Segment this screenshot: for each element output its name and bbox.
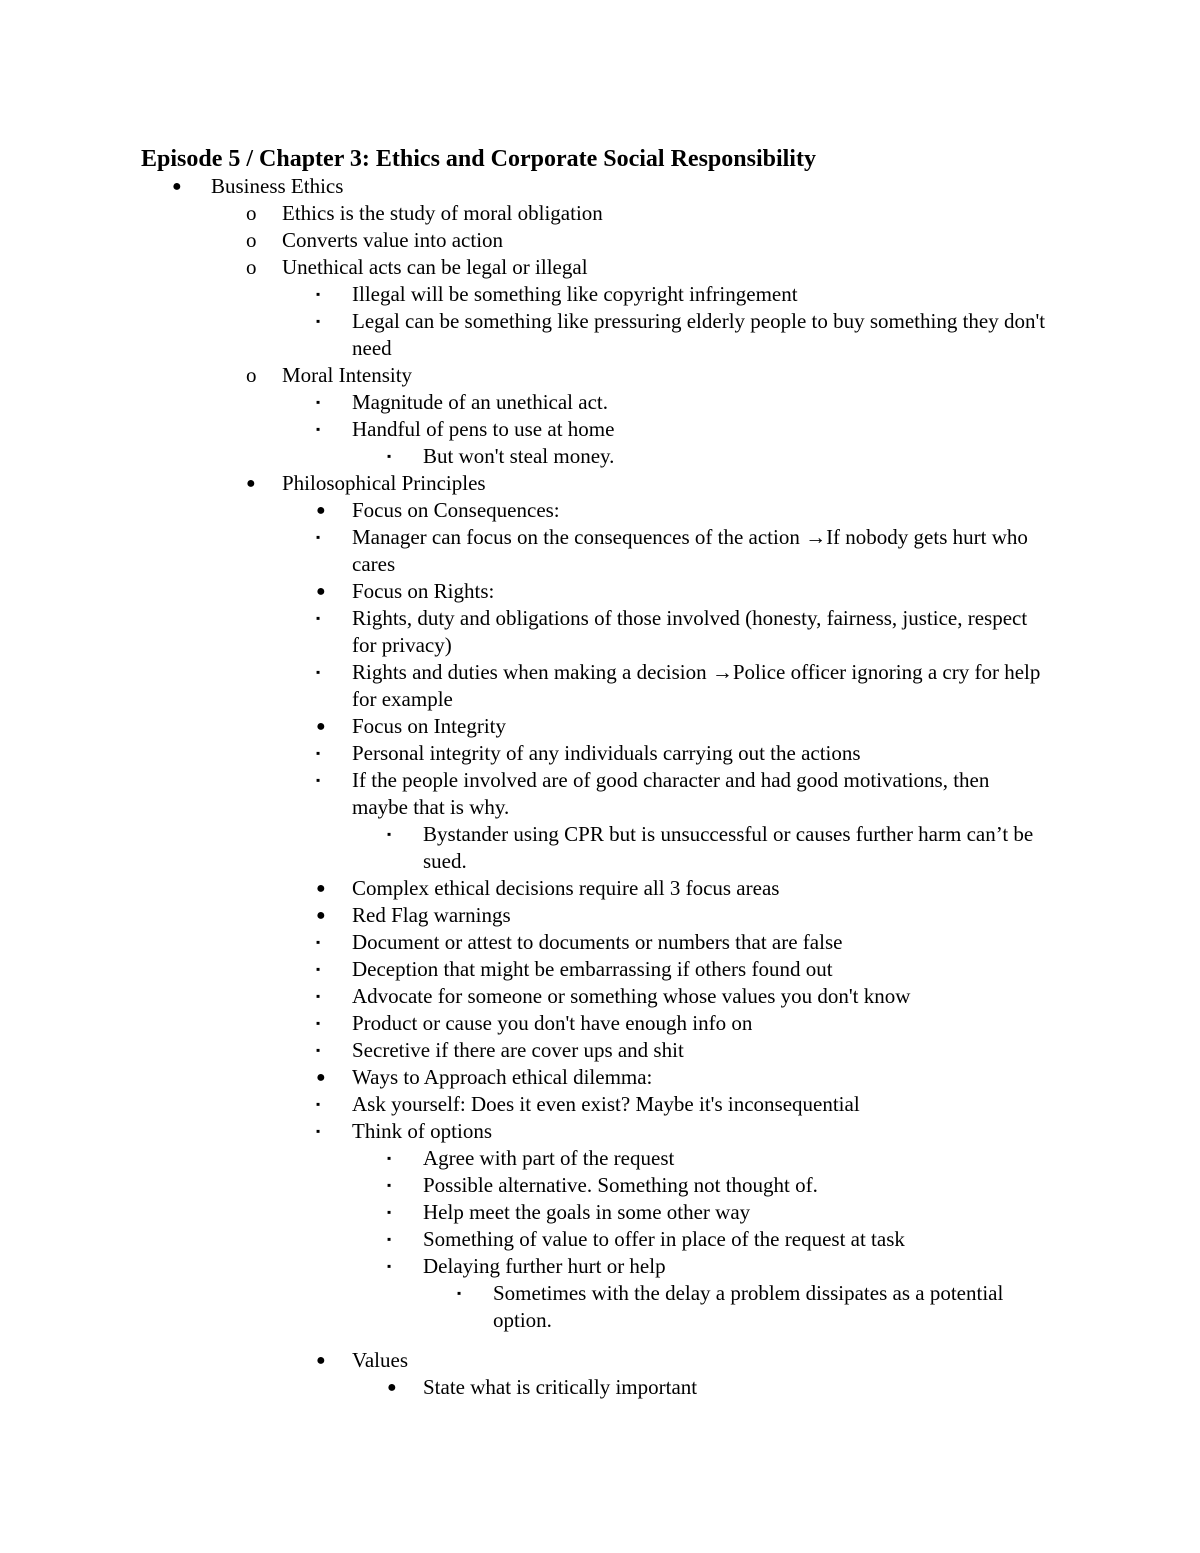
list-item-text: Deception that might be embarrassing if others found out <box>352 957 833 981</box>
list-item-text: Philosophical Principles <box>282 471 486 495</box>
bullet-square-icon: ▪ <box>316 935 321 949</box>
bullet-square-icon: ▪ <box>316 1097 321 1111</box>
list-item <box>0 281 1200 308</box>
list-item <box>0 659 1200 713</box>
list-item <box>0 1253 1200 1280</box>
list-item-text: Document or attest to documents or numbers that are false <box>352 930 843 954</box>
bullet-square-icon: ▪ <box>387 449 392 463</box>
list-item-text: Personal integrity of any individuals carrying out the actions <box>352 741 861 765</box>
list-item <box>0 200 1200 227</box>
list-item <box>0 929 1200 956</box>
list-item <box>0 470 1200 497</box>
list-item-text: Something of value to offer in place of the request at task <box>423 1227 905 1251</box>
list-item <box>0 1037 1200 1064</box>
list-item <box>0 1145 1200 1172</box>
list-item-text: Moral Intensity <box>282 363 413 387</box>
list-item-text: Manager can focus on the consequences of the action →If nobody gets hurt who cares <box>352 525 1028 576</box>
list-item-text: Converts value into action <box>282 228 504 252</box>
bullet-square-icon: ▪ <box>316 1043 321 1057</box>
list-item-text: Values <box>352 1348 408 1372</box>
list-item-text: Business Ethics <box>211 174 344 198</box>
list-item <box>0 1226 1200 1253</box>
list-item-text: Magnitude of an unethical act. <box>352 390 608 414</box>
list-item <box>0 1374 1200 1401</box>
list-item-text: Handful of pens to use at home <box>352 417 615 441</box>
bullet-dot-icon: ● <box>316 718 326 735</box>
bullet-square-icon: ▪ <box>387 827 392 841</box>
list-item-text: Delaying further hurt or help <box>423 1254 666 1278</box>
bullet-dot-icon: ● <box>316 1352 326 1369</box>
list-item-text: If the people involved are of good character and had good motivations, then maybe that is why. <box>352 768 990 819</box>
list-item <box>0 254 1200 281</box>
bullet-square-icon: ▪ <box>316 287 321 301</box>
list-item-text: Think of options <box>352 1119 492 1143</box>
list-item-text: Legal can be something like pressuring elderly people to buy something they don't need <box>352 309 1046 360</box>
bullet-dot-icon: ● <box>316 880 326 897</box>
list-item <box>0 1091 1200 1118</box>
page-title: Episode 5 / Chapter 3: Ethics and Corporate Social Responsibility <box>141 146 816 172</box>
bullet-dot-icon: ● <box>246 475 256 492</box>
bullet-square-icon: ▪ <box>387 1232 392 1246</box>
list-item <box>0 740 1200 767</box>
bullet-square-icon: ▪ <box>316 314 321 328</box>
list-item <box>0 443 1200 470</box>
list-item <box>0 821 1200 875</box>
list-item <box>0 1347 1200 1374</box>
bullet-square-icon: ▪ <box>316 611 321 625</box>
bullet-square-icon: ▪ <box>316 530 321 544</box>
list-item <box>0 713 1200 740</box>
list-item <box>0 983 1200 1010</box>
list-item <box>0 1010 1200 1037</box>
bullet-square-icon: ▪ <box>387 1151 392 1165</box>
bullet-circle-icon: o <box>246 228 257 252</box>
list-item <box>0 1280 1200 1334</box>
list-item-text: Secretive if there are cover ups and shit <box>352 1038 684 1062</box>
list-item-text: Ethics is the study of moral obligation <box>282 201 603 225</box>
list-item-text: Sometimes with the delay a problem dissipates as a potential option. <box>493 1281 1004 1332</box>
bullet-square-icon: ▪ <box>387 1259 392 1273</box>
list-item <box>0 416 1200 443</box>
list-item <box>0 1064 1200 1091</box>
bullet-dot-icon: ● <box>172 178 182 195</box>
list-item <box>0 1172 1200 1199</box>
bullet-dot-icon: ● <box>387 1379 397 1396</box>
bullet-dot-icon: ● <box>316 1069 326 1086</box>
bullet-square-icon: ▪ <box>316 395 321 409</box>
bullet-square-icon: ▪ <box>316 1124 321 1138</box>
list-item <box>0 956 1200 983</box>
list-item <box>0 605 1200 659</box>
list-item-text: Complex ethical decisions require all 3 focus areas <box>352 876 780 900</box>
list-item-text: Possible alternative. Something not thought of. <box>423 1173 818 1197</box>
list-item-text: Advocate for someone or something whose values you don't know <box>352 984 911 1008</box>
bullet-square-icon: ▪ <box>316 773 321 787</box>
list-item-text: Ask yourself: Does it even exist? Maybe it's inconsequential <box>352 1092 860 1116</box>
list-item-text: Agree with part of the request <box>423 1146 675 1170</box>
list-item <box>0 1118 1200 1145</box>
list-item <box>0 227 1200 254</box>
list-item-text: Illegal will be something like copyright infringement <box>352 282 798 306</box>
bullet-square-icon: ▪ <box>387 1178 392 1192</box>
list-item <box>0 902 1200 929</box>
list-item <box>0 173 1200 200</box>
bullet-square-icon: ▪ <box>316 746 321 760</box>
list-item-text: Red Flag warnings <box>352 903 511 927</box>
bullet-circle-icon: o <box>246 363 257 387</box>
list-item <box>0 389 1200 416</box>
list-item <box>0 497 1200 524</box>
list-item <box>0 308 1200 362</box>
bullet-square-icon: ▪ <box>316 1016 321 1030</box>
list-item <box>0 767 1200 821</box>
list-item-text: Bystander using CPR but is unsuccessful or causes further harm can’t be sued. <box>423 822 1034 873</box>
bullet-square-icon: ▪ <box>316 665 321 679</box>
list-item <box>0 362 1200 389</box>
list-item-text: Rights, duty and obligations of those involved (honesty, fairness, justice, respect for privacy) <box>352 606 1028 657</box>
bullet-dot-icon: ● <box>316 502 326 519</box>
bullet-circle-icon: o <box>246 255 257 279</box>
list-item-text: Ways to Approach ethical dilemma: <box>352 1065 653 1089</box>
list-item-text: Focus on Consequences: <box>352 498 560 522</box>
bullet-circle-icon: o <box>246 201 257 225</box>
bullet-square-icon: ▪ <box>457 1286 462 1300</box>
bullet-dot-icon: ● <box>316 907 326 924</box>
list-item <box>0 875 1200 902</box>
list-item-text: Unethical acts can be legal or illegal <box>282 255 588 279</box>
list-item-text: But won't steal money. <box>423 444 615 468</box>
list-item <box>0 1199 1200 1226</box>
bullet-square-icon: ▪ <box>387 1205 392 1219</box>
list-item <box>0 578 1200 605</box>
list-item <box>0 524 1200 578</box>
list-item-text: Rights and duties when making a decision →Police officer ignoring a cry for help for example <box>352 660 1041 711</box>
list-item-text: State what is critically important <box>423 1375 698 1399</box>
list-item-text: Product or cause you don't have enough info on <box>352 1011 753 1035</box>
bullet-dot-icon: ● <box>316 583 326 600</box>
bullet-square-icon: ▪ <box>316 962 321 976</box>
list-item-text: Help meet the goals in some other way <box>423 1200 751 1224</box>
list-item-text: Focus on Rights: <box>352 579 495 603</box>
outline-list <box>0 173 1200 1401</box>
bullet-square-icon: ▪ <box>316 989 321 1003</box>
list-item-text: Focus on Integrity <box>352 714 506 738</box>
bullet-square-icon: ▪ <box>316 422 321 436</box>
